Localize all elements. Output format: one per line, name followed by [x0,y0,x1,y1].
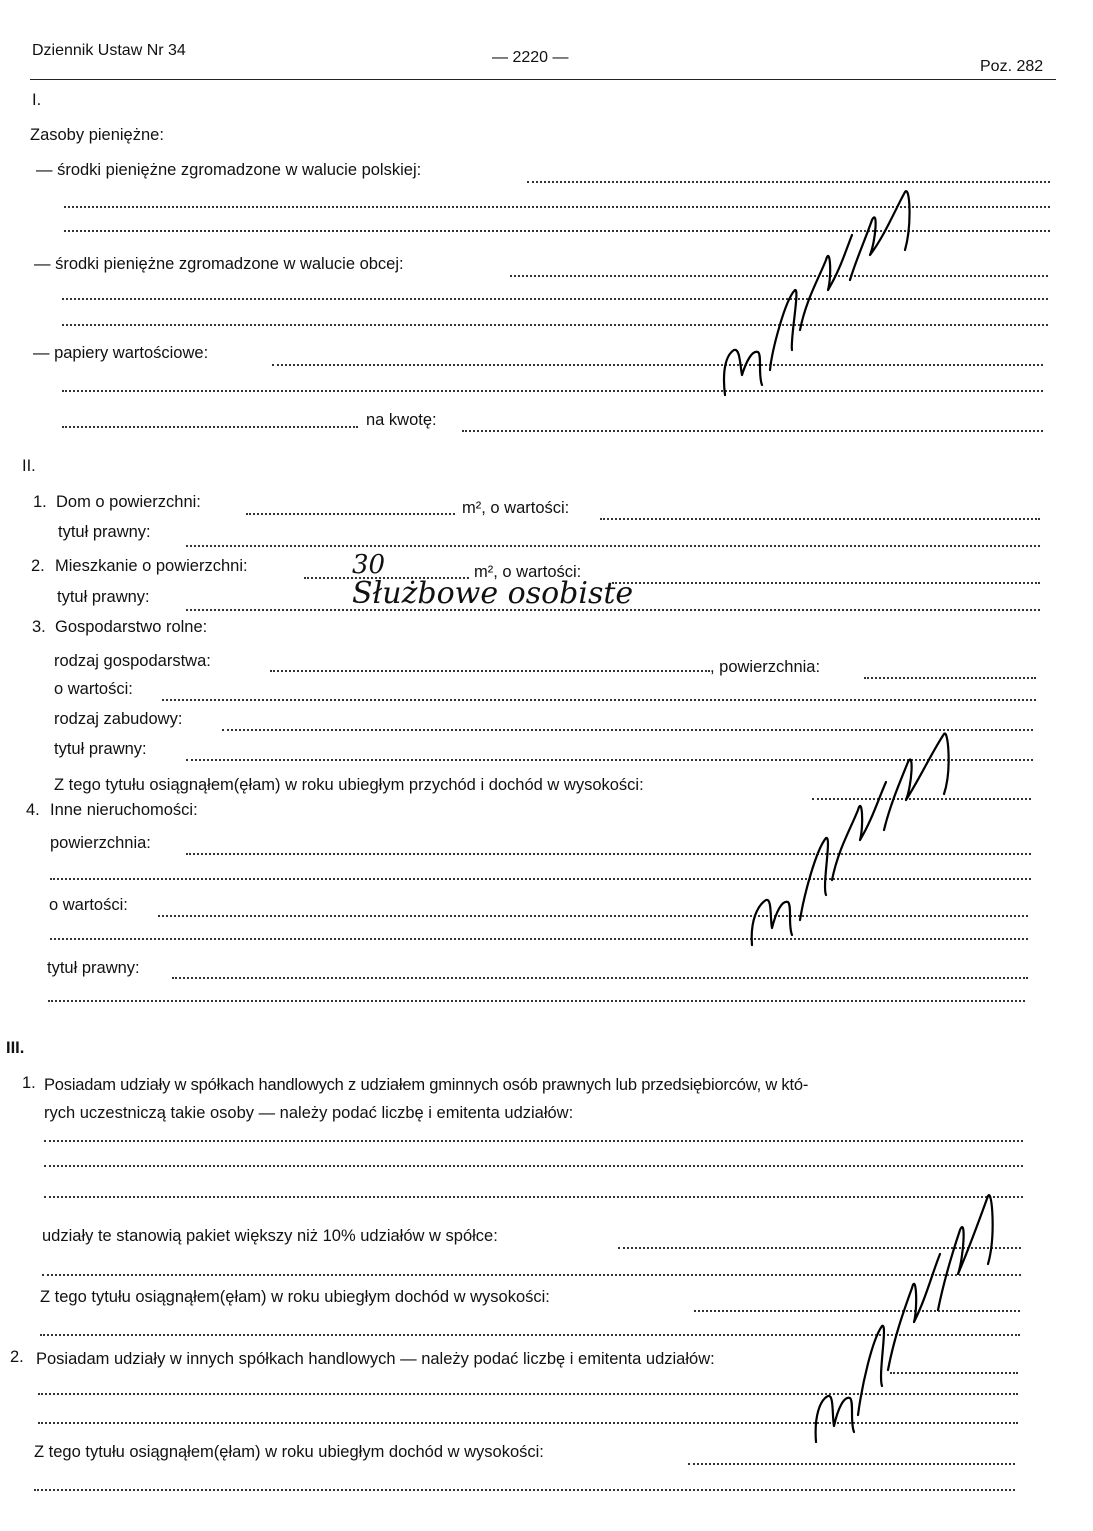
handwritten-flat-area: 30 [352,550,386,580]
section-1-title: Zasoby pieniężne: [30,126,164,144]
field-label-shares1-line1: Posiadam udziały w spółkach handlowych z udziałem gminnych osób prawnych lub przedsiębiorców, w któ- [44,1076,809,1094]
field-label-shares1-line2: rych uczestniczą takie osoby — należy podać liczbę i emitenta udziałów: [44,1104,574,1122]
field-label-house-title: tytuł prawny: [58,523,151,541]
entry-line [186,545,1040,547]
field-label-amount: na kwotę: [366,411,437,429]
field-label-securities: — papiery wartościowe: [33,344,209,362]
entry-line [462,430,1043,432]
item-number: 1. [22,1074,36,1092]
field-label-other-title: tytuł prawny: [47,959,140,977]
entry-line [44,1140,1023,1142]
field-label-flat: Mieszkanie o powierzchni: [55,557,248,575]
entry-line [48,1000,1025,1002]
entry-line [270,670,710,672]
field-label-other-area: powierzchnia: [50,834,151,852]
field-label-income2: Z tego tytułu osiągnąłem(ęłam) w roku ubiegłym dochód w wysokości: [34,1443,544,1461]
field-label-shares2: Posiadam udziały w innych spółkach handlowych — należy podać liczbę i emitenta udziałów: [36,1350,715,1368]
field-label-pln: — środki pieniężne zgromadzone w walucie polskiej: [36,161,422,179]
section-1-numeral: I. [32,91,42,109]
item-number: 4. [26,801,40,819]
entry-line [612,582,1040,584]
entry-line [34,1489,1015,1491]
section-2-numeral: II. [22,457,36,475]
entry-line [688,1463,1015,1465]
page-number: — 2220 — [492,49,569,66]
position-number: Poz. 282 [980,58,1044,75]
field-label-farm-buildings: rodzaj zabudowy: [54,710,183,728]
field-label-flat-m2: m², o wartości: [474,563,582,581]
handwritten-flat-title: Służbowe osobiste [352,576,634,611]
field-label-income1: Z tego tytułu osiągnąłem(ęłam) w roku ubiegłym dochód w wysokości: [40,1288,550,1306]
field-label-other: Inne nieruchomości: [50,801,198,819]
item-number: 3. [32,618,46,636]
field-label-farm-title: tytuł prawny: [54,740,147,758]
entry-line [246,513,455,515]
field-label-farm-income: Z tego tytułu osiągnąłem(ęłam) w roku ubiegłym przychód i dochód w wysokości: [54,776,644,794]
entry-line [172,977,1028,979]
header-rule [30,79,1056,80]
entry-line [44,1165,1023,1167]
field-label-foreign: — środki pieniężne zgromadzone w walucie obcej: [34,255,404,273]
handwritten-not-applicable-1 [700,180,940,410]
entry-line [162,699,1036,701]
section-3-numeral: III. [6,1039,25,1057]
handwritten-not-applicable-3 [800,1180,1000,1460]
field-label-stake: udziały te stanowią pakiet większy niż 10% udziałów w spółce: [42,1227,498,1245]
field-label-farm-area: , powierzchnia: [710,658,821,676]
entry-line [864,677,1036,679]
field-label-farm-type: rodzaj gospodarstwa: [54,652,211,670]
entry-line [62,426,358,428]
handwritten-not-applicable-2 [740,720,970,960]
field-label-house: Dom o powierzchni: [56,493,201,511]
field-label-house-m2: m², o wartości: [462,499,570,517]
journal-title: Dziennik Ustaw Nr 34 [32,42,186,59]
item-number: 2. [10,1348,24,1366]
field-label-farm-value: o wartości: [54,680,133,698]
field-label-other-value: o wartości: [49,896,128,914]
entry-line [600,518,1040,520]
item-number: 1. [33,493,47,511]
field-label-farm: Gospodarstwo rolne: [55,618,208,636]
field-label-flat-title: tytuł prawny: [57,588,150,606]
item-number: 2. [31,557,45,575]
